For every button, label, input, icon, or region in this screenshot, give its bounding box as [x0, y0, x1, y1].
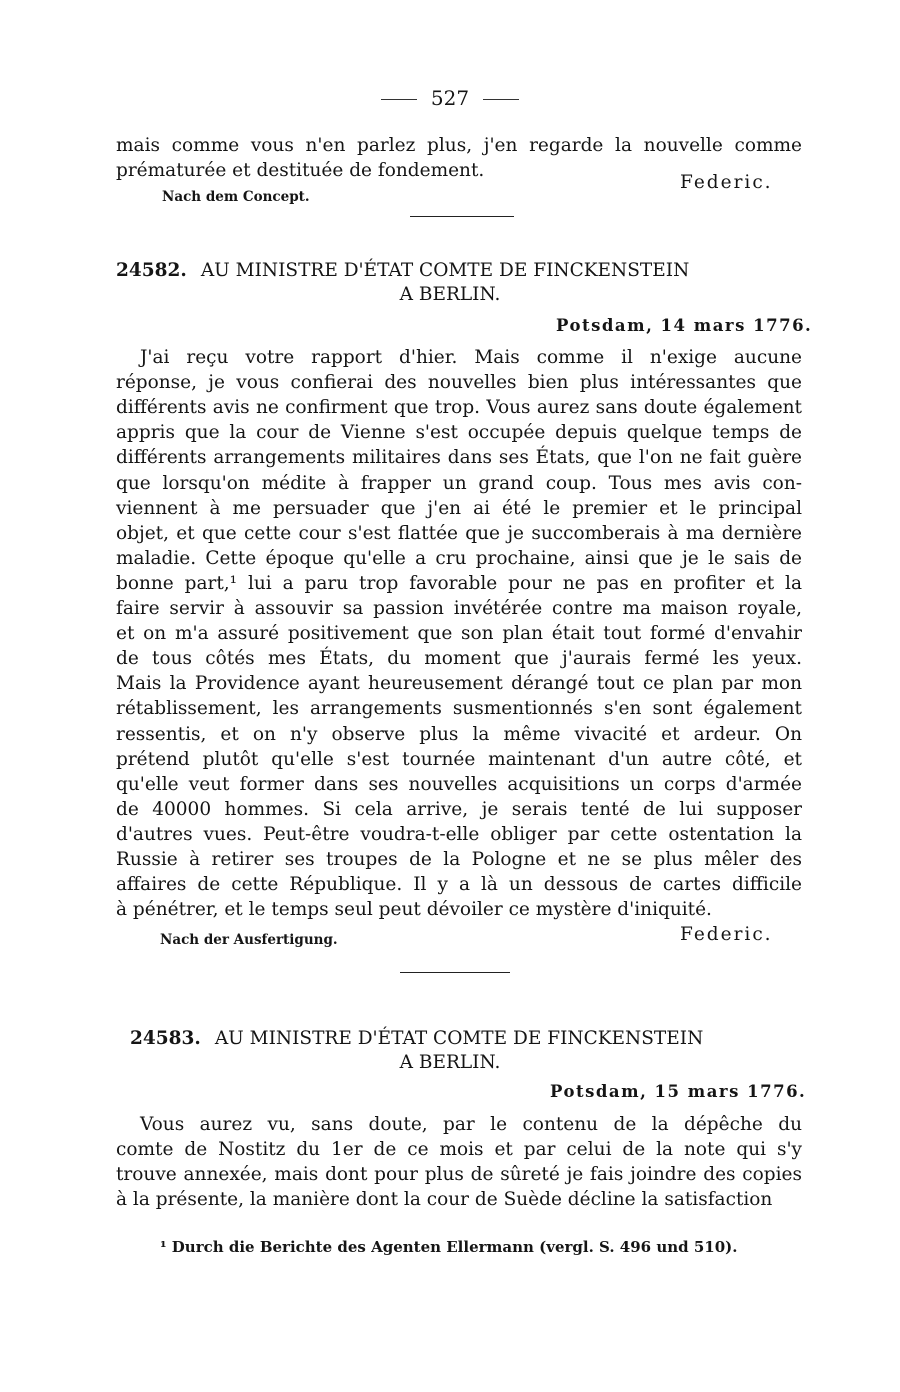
separator-rule — [410, 216, 514, 217]
text-line: différents arrangements militaires dans ses États, que l'on ne fait guère — [116, 447, 802, 469]
page-number-dash-right — [483, 99, 519, 100]
text-line: prétend plutôt qu'elle s'est tournée maintenant d'un autre côté, et — [116, 748, 802, 770]
cont-line: prématurée et destituée de fondement. — [116, 160, 485, 181]
signature: Federic. — [680, 172, 773, 193]
signature: Federic. — [680, 924, 773, 945]
source-note: Nach dem Concept. — [162, 189, 310, 205]
text-line: de 40000 hommes. Si cela arrive, je serais tenté de lui supposer — [116, 798, 802, 820]
text-line: maladie. Cette époque qu'elle a cru prochaine, ainsi que je le sais de — [116, 547, 802, 569]
letter-number: 24583. — [130, 1028, 201, 1049]
text-line: Mais la Providence ayant heureusement dérangé tout ce plan par mon — [116, 673, 802, 695]
place-date: Potsdam, 14 mars 1776. — [556, 316, 813, 335]
text-line: ressentis, et on n'y observe plus la même vivacité et ardeur. On — [116, 723, 802, 745]
text-line: que lorsqu'on médite à frapper un grand coup. Tous mes avis con- — [116, 472, 802, 494]
text-line: comte de Nostitz du 1er de ce mois et par celui de la note qui s'y — [116, 1139, 802, 1161]
text-line: affaires de cette République. Il y a là un dessous de cartes difficile — [116, 874, 802, 896]
page-number-dash-left — [381, 99, 417, 100]
text-line: objet, et que cette cour s'est flattée que je succomberais à ma dernière — [116, 522, 802, 544]
text-line: bonne part,¹ lui a paru trop favorable pour ne pas en profiter et la — [116, 572, 802, 594]
source-note: Nach der Ausfertigung. — [160, 932, 338, 948]
letter-addressee: AU MINISTRE D'ÉTAT COMTE DE FINCKENSTEIN — [214, 1028, 704, 1049]
text-line: à la présente, la manière dont la cour de Suède décline la satisfaction — [116, 1189, 773, 1211]
text-line: et on m'a assuré positivement que son plan était tout formé d'envahir — [116, 623, 802, 645]
text-line: Russie à retirer ses troupes de la Pologne et ne se plus mêler des — [116, 849, 802, 870]
text-line: J'ai reçu votre rapport d'hier. Mais comme il n'exige aucune — [140, 347, 802, 368]
text-line: d'autres vues. Peut-être voudra-t-elle obliger par cette ostentation la — [116, 823, 802, 845]
letter-number: 24582. — [116, 260, 187, 281]
text-line: trouve annexée, mais dont pour plus de sûreté je fais joindre des copies — [116, 1164, 802, 1186]
text-line: Vous aurez vu, sans doute, par le contenu de la dépêche du — [140, 1114, 802, 1135]
text-line: appris que la cour de Vienne s'est occupée depuis quelque temps de — [116, 422, 802, 444]
text-line: à pénétrer, et le temps seul peut dévoiler ce mystère d'iniquité. — [116, 899, 712, 921]
letter-heading — [116, 258, 802, 283]
separator-rule — [400, 972, 510, 973]
text-line: différents avis ne confirment que trop. Vous aurez sans doute également — [116, 397, 802, 419]
text-line: qu'elle veut former dans ses nouvelles acquisitions un corps d'armée — [116, 773, 802, 795]
letter-addressee-city: A BERLIN. — [399, 284, 501, 305]
text-line: faire servir à assouvir sa passion invétérée contre ma maison royale, — [116, 598, 802, 619]
cont-line: mais comme vous n'en parlez plus, j'en regarde la nouvelle comme — [116, 135, 802, 156]
text-line: de tous côtés mes États, du moment que j'aurais fermé les yeux. — [116, 648, 802, 670]
text-line: rétablissement, les arrangements susmentionnés s'en sont également — [116, 698, 802, 720]
text-line: réponse, je vous confierai des nouvelles bien plus intéressantes que — [116, 372, 802, 394]
text-line: viennent à me persuader que j'en ai été le premier et le principal — [116, 497, 802, 519]
page-number-text: 527 — [430, 86, 470, 110]
letter-addressee-city: A BERLIN. — [399, 1052, 501, 1073]
letter-heading — [130, 1026, 790, 1051]
place-date: Potsdam, 15 mars 1776. — [550, 1082, 807, 1101]
footnote: ¹ Durch die Berichte des Agenten Ellermann (vergl. S. 496 und 510). — [160, 1238, 738, 1256]
page-number — [0, 86, 900, 110]
letter-addressee: AU MINISTRE D'ÉTAT COMTE DE FINCKENSTEIN — [200, 260, 690, 281]
